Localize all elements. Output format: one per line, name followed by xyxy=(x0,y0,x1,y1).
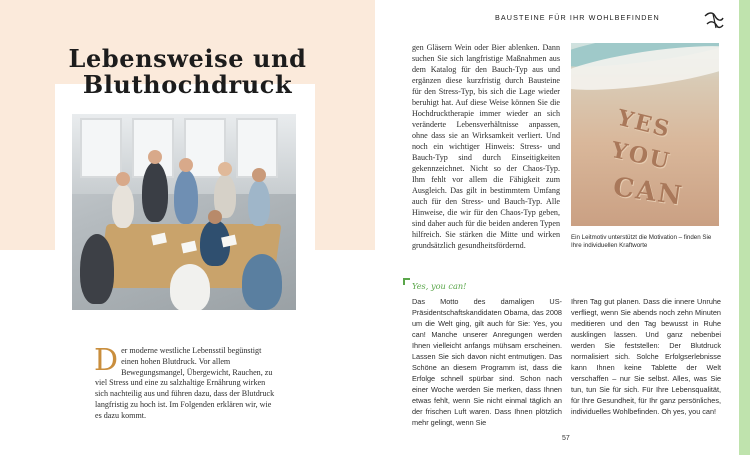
chapter-title xyxy=(60,46,315,98)
sand-word-yes: YES xyxy=(614,104,674,144)
yes-you-can-sand-photo xyxy=(571,43,719,226)
office-meeting-photo xyxy=(72,114,296,310)
section-column-2: Ihren Tag gut planen. Dass die innere Unruhe verfliegt, wenn Sie abends noch zehn Minuten meditieren und den Tag bewusst in Ruhe ausklingen lassen. Und ganz nebenbei werden Sie feststellen: Der Blutdruck normalisiert sich. Solche Erfolgserlebnisse kann Ihnen keine Tablette der Welt verschaffen – nur Sie selbst. Alles, was Sie tun, tun Sie für sich. Für Ihre Lebensqualität, für Ihre Gesundheit, für Ihr ganz persönliches, individuelles Wohlbefinden. Oh yes, you can! xyxy=(571,297,721,416)
section-heading: Yes, you can! xyxy=(412,281,467,291)
section-corner-mark xyxy=(403,278,410,285)
publisher-logo-icon xyxy=(703,10,725,30)
chapter-title-line-1: Lebensweise und xyxy=(68,44,307,73)
page-number: 57 xyxy=(562,435,570,442)
drop-cap: D xyxy=(94,343,119,378)
photo-caption: Ein Leitmotiv unterstützt die Motivation – finden Sie Ihre individuellen Kraftworte xyxy=(571,234,712,250)
sand-word-you: YOU xyxy=(608,137,674,175)
body-paragraph: gen Gläsern Wein oder Bier ablenken. Dann suchen Sie sich langfristige Maßnahmen aus dem Katalog für den Bauch-Typ aus und ergänzen diese kurzfristig durch Bausteine für den Stress-Typ, bis sich die Lage wieder beruhigt hat. Auf diese Weise können Sie die Hochdrucktherapie immer wieder an sich veränderte Lebensverhältnisse anpassen, ohne dass sie an Wirksamkeit verliert. Und noch ein wichtiger Hinweis: Stress- und Bauch-Typ sind durch Einseitigkeiten gekennzeichnet. Nicht so der Chaos-Typ. Ihm fehlt vor allem die Fähigkeit zum Ausgleich. Das gilt in bestimmtem Umfang auch für den Stress- und Bauch-Typ. Alle Hinweise, die wir für den Chaos-Typ geben, sind daher auch für die beiden anderen Typen hilfreich. Sie stärken die Mitte und wirken grundsätzlich gesundheitsfördernd. xyxy=(412,43,560,250)
intro-paragraph xyxy=(94,343,277,422)
chapter-title-line-2: Bluthochdruck xyxy=(82,70,293,99)
running-header: BAUSTEINE FÜR IHR WOHLBEFINDEN xyxy=(495,13,660,22)
intro-text: er moderne westliche Lebensstil begünstigt einen hohen Blutdruck. Vor allem Bewegungsmangel, Übergewicht, Rauchen, zu viel Stress und eine zu salzhaltige Ernährung wirken sich nachteilig aus und führen dazu, dass der Blutdruck langfristig zu hoch ist. Im Folgenden erklären wir, wie es dazu kommt. xyxy=(95,346,275,420)
green-edge-strip xyxy=(739,0,750,455)
right-page xyxy=(375,0,750,455)
body-column-upper xyxy=(412,42,560,251)
sand-word-can: CAN xyxy=(611,172,686,212)
section-column-1: Das Motto des damaligen US-Präsidentschaftskandidaten Obama, das 2008 um die Welt ging, gilt auch für Sie: Yes, you can! Manche unserer Anregungen werden Ihnen vielleicht anfangs mühsam erscheinen. Lassen Sie sich davon nicht entmutigen. Das Schöne an diesem Programm ist, dass die Erfolge schnell spürbar sind. Schon nach einer Woche werden Sie merken, dass Ihnen etwas fehlt, wenn Sie nicht einmal täglich an der frischen Luft waren. Dass Ihnen plötzlich mehr gelingt, wenn Sie xyxy=(412,297,562,427)
